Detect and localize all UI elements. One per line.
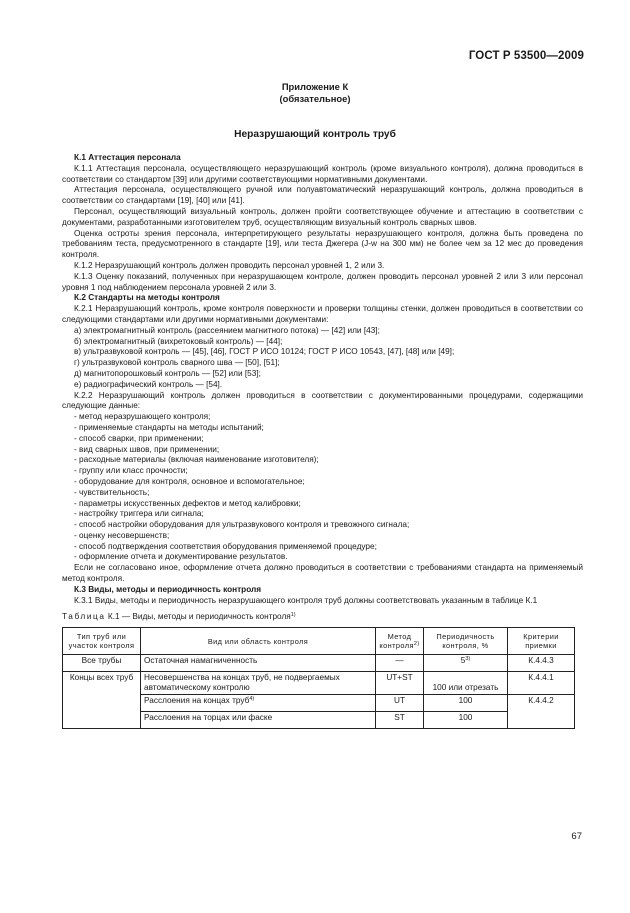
section-heading-k3: К.3 Виды, методы и периодичность контроля bbox=[74, 584, 262, 594]
cell-method: UT+ST bbox=[376, 672, 424, 695]
header-criteria: Критерии приемки bbox=[508, 628, 575, 655]
page-title: Неразрушающий контроль труб bbox=[234, 129, 396, 140]
header-method-text: Метод контроля bbox=[379, 632, 414, 651]
cell-method: ST bbox=[376, 712, 424, 729]
header-method-footnote: 2) bbox=[413, 641, 420, 648]
list-item: - вид сварных швов, при применении; bbox=[74, 444, 220, 454]
paragraph: К.1.3 Оценку показаний, полученных при неразрушающем контроле, должен проводить персонал уровней 2 или 3 или персонал уровня 1 под наблюдением персонала уровней 2 или 3. bbox=[62, 271, 583, 292]
cell-periodicity: 100 bbox=[424, 712, 508, 729]
cell-periodicity-footnote: 3) bbox=[465, 656, 471, 663]
list-item: - оформление отчета и документирование результатов. bbox=[74, 552, 288, 562]
table-caption-text: К.1 — Виды, методы и периодичность контроля bbox=[105, 612, 291, 622]
cell-pipe-type: Все трубы bbox=[63, 655, 141, 672]
cell-inspection-kind: Расслоения на торцах или фаске bbox=[141, 712, 376, 729]
paragraph: К.1.1 Аттестация персонала, осуществляющего неразрушающий контроль (кроме визуального контроля), должна проводиться в соответствии со стандартом [39] или другими соответствующими нормативными документами. bbox=[62, 163, 583, 184]
paragraph: К.2.2 Неразрушающий контроль должен проводиться в соответствии с документированными процедурами, содержащими следующие данные: bbox=[62, 390, 583, 411]
body-text bbox=[62, 153, 583, 729]
list-item: - оборудование для контроля, основное и вспомогательное; bbox=[74, 476, 305, 486]
cell-inspection-kind-footnote: 4) bbox=[249, 696, 255, 703]
annex-status: (обязательное) bbox=[279, 93, 351, 104]
list-item: - применяемые стандарты на методы испытаний; bbox=[74, 422, 264, 432]
standard-header: ГОСТ Р 53500—2009 bbox=[468, 50, 584, 62]
list-item: - чувствительность; bbox=[74, 487, 150, 497]
cell-criteria: К.4.4.3 bbox=[508, 655, 575, 672]
table-row bbox=[63, 655, 575, 672]
annex-title: Приложение К bbox=[281, 81, 349, 92]
header-method bbox=[376, 628, 424, 655]
cell-inspection-kind-text: Расслоения на концах труб bbox=[144, 696, 250, 706]
cell-inspection-kind: Несовершенства на концах труб, не подвергаемых автоматическому контролю bbox=[141, 672, 376, 695]
cell-criteria: К.4.4.1 bbox=[508, 672, 575, 695]
list-item: - способ подтверждения соответствия оборудования применяемой процедуре; bbox=[74, 541, 377, 551]
paragraph: Если не согласовано иное, оформление отчета должно проводиться в соответствии с требованиями стандарта на применяемый метод контроля. bbox=[62, 563, 583, 584]
list-item: - настройку триггера или сигнала; bbox=[74, 509, 204, 519]
list-item: - способ сварки, при применении; bbox=[74, 433, 204, 443]
list-item: д) магнитопорошковый контроль — [52] или [53]; bbox=[74, 368, 261, 378]
paragraph: Оценка остроты зрения персонала, интерпретирующего результаты неразрушающего контроля, должна быть проведена по требованиям теста, предусмотренного в стандарте [19], или теста Джегера (J-w на 300 мм) не более чем за 12 мес до проведения контроля. bbox=[62, 228, 583, 260]
cell-pipe-type: Концы всех труб bbox=[63, 672, 141, 729]
paragraph: Аттестация персонала, осуществляющего ручной или полуавтоматический неразрушающий контроль, должна проводиться в соответствии со стандартами [19], [40] или [41]. bbox=[62, 185, 583, 206]
list-item: б) электромагнитный (вихретоковый контроль) — [44]; bbox=[74, 336, 283, 346]
cell-method: — bbox=[376, 655, 424, 672]
table-caption-word: Таблица bbox=[62, 612, 106, 622]
table-row bbox=[63, 672, 575, 695]
header-periodicity: Периодичность контроля, % bbox=[424, 628, 508, 655]
list-item: - группу или класс прочности; bbox=[74, 466, 188, 476]
cell-inspection-kind: Остаточная намагниченность bbox=[141, 655, 376, 672]
section-heading-k2: К.2 Стандарты на методы контроля bbox=[74, 293, 220, 303]
inspection-table bbox=[62, 627, 575, 729]
table-caption-footnote: 1) bbox=[290, 612, 296, 619]
list-item: е) радиографический контроль — [54]. bbox=[74, 379, 223, 389]
list-item: в) ультразвуковой контроль — [45], [46], ГОСТ Р ИСО 10124; ГОСТ Р ИСО 10543, [47], [48] или [49]; bbox=[74, 347, 455, 357]
cell-periodicity: 100 bbox=[424, 695, 508, 712]
table-caption bbox=[62, 612, 583, 623]
annex-heading bbox=[0, 81, 630, 105]
paragraph: К.3.1 Виды, методы и периодичность неразрушающего контроля труб должны соответствовать указанным в таблице К.1 bbox=[74, 595, 538, 605]
list-item: - метод неразрушающего контроля; bbox=[74, 412, 211, 422]
cell-periodicity: 100 или отрезать bbox=[424, 672, 508, 695]
page-number: 67 bbox=[571, 831, 582, 842]
section-heading-k1: К.1 Аттестация персонала bbox=[74, 153, 181, 162]
paragraph: Персонал, осуществляющий визуальный контроль, должен пройти соответствующее обучение и аттестацию в соответствии с документами, разработанными изготовителем труб, осуществляющим визуальный контроль сварных швов. bbox=[62, 206, 583, 227]
header-pipe-type: Тип труб или участок контроля bbox=[63, 628, 141, 655]
paragraph: К.2.1 Неразрушающий контроль, кроме контроля поверхности и проверки толщины стенки, должен проводиться в соответствии со следующими стандартами или другими нормативными документами: bbox=[62, 304, 583, 324]
table-header-row bbox=[63, 628, 575, 655]
list-item: - оценку несовершенств; bbox=[74, 530, 170, 540]
list-item: г) ультразвуковой контроль сварного шва — [50], [51]; bbox=[74, 358, 280, 368]
cell-inspection-kind bbox=[141, 695, 376, 712]
paragraph: К.1.2 Неразрушающий контроль должен проводить персонал уровней 1, 2 или 3. bbox=[74, 260, 385, 270]
list-item: - способ настройки оборудования для ультразвукового контроля и тревожного сигнала; bbox=[74, 520, 410, 530]
cell-method: UT bbox=[376, 695, 424, 712]
list-item: - параметры искусственных дефектов и метод калибровки; bbox=[74, 498, 301, 508]
header-inspection-kind: Вид или область контроля bbox=[141, 628, 376, 655]
cell-criteria: К.4.4.2 bbox=[508, 695, 575, 729]
cell-periodicity bbox=[424, 655, 508, 672]
list-item: а) электромагнитный контроль (рассеянием магнитного потока) — [42] или [43]; bbox=[74, 325, 380, 335]
list-item: - расходные материалы (включая наименование изготовителя); bbox=[74, 455, 319, 465]
cell-periodicity-value: 5 bbox=[460, 656, 466, 666]
